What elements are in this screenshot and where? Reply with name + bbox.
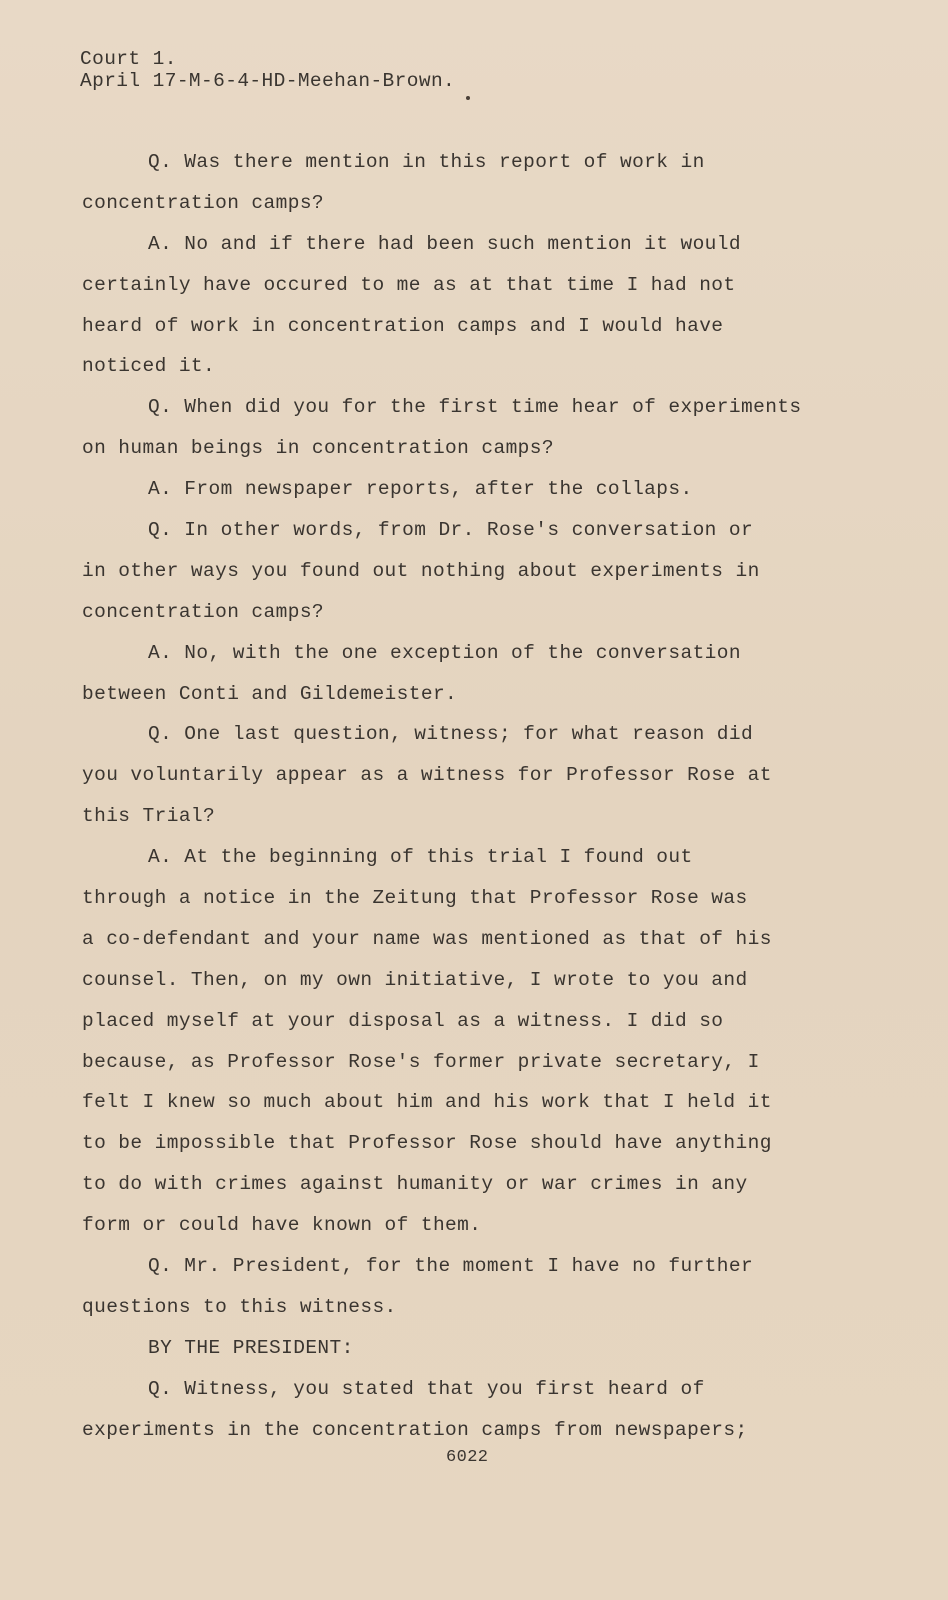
transcript-line: this Trial? — [82, 805, 216, 828]
transcript-line: experiments in the concentration camps from newspapers; — [82, 1418, 748, 1441]
transcript-line: Q. Witness, you stated that you first heard of — [148, 1377, 705, 1400]
transcript-line: to do with crimes against humanity or war crimes in any — [82, 1173, 748, 1196]
transcript-line: Q. When did you for the first time hear of experiments — [148, 396, 802, 419]
transcript-line: Q. One last question, witness; for what reason did — [148, 723, 754, 746]
transcript-line: heard of work in concentration camps and I would have — [82, 314, 724, 337]
transcript-line: A. No, with the one exception of the conversation — [148, 641, 741, 664]
transcript-line: concentration camps? — [82, 600, 325, 623]
transcript-line: on human beings in concentration camps? — [82, 437, 554, 460]
court-label: Court 1. — [80, 48, 177, 70]
transcript-line: Q. Mr. President, for the moment I have no further — [148, 1255, 754, 1278]
transcript-line: certainly have occured to me as at that time I had not — [82, 273, 736, 296]
transcript-line: a co-defendant and your name was mentioned as that of his — [82, 927, 772, 950]
transcript-line: A. At the beginning of this trial I found out — [148, 846, 693, 869]
transcript-line: questions to this witness. — [82, 1295, 397, 1318]
transcript-line: in other ways you found out nothing about experiments in — [82, 559, 760, 582]
transcript-line: felt I knew so much about him and his work that I held it — [82, 1091, 772, 1114]
transcript-line: noticed it. — [82, 355, 216, 378]
transcript-line: Q. Was there mention in this report of work in — [148, 151, 705, 173]
transcript-line: A. No and if there had been such mention it would — [148, 232, 741, 255]
transcript-line: through a notice in the Zeitung that Professor Rose was — [82, 887, 748, 910]
transcript-line: to be impossible that Professor Rose should have anything — [82, 1132, 772, 1155]
page-number: 6022 — [446, 1448, 489, 1467]
section-heading: BY THE PRESIDENT: — [148, 1336, 354, 1359]
transcript-line: counsel. Then, on my own initiative, I wrote to you and — [82, 968, 748, 991]
session-reference: April 17-M-6-4-HD-Meehan-Brown. — [80, 70, 456, 92]
transcript-line: form or could have known of them. — [82, 1214, 482, 1237]
transcript-line: because, as Professor Rose's former private secretary, I — [82, 1050, 760, 1073]
ink-dot — [466, 96, 470, 100]
document-header — [80, 48, 455, 92]
transcript-line: A. From newspaper reports, after the collaps. — [148, 478, 693, 501]
transcript-line: between Conti and Gildemeister. — [82, 682, 458, 705]
transcript-line: concentration camps? — [82, 191, 325, 214]
transcript-line: placed myself at your disposal as a witness. I did so — [82, 1009, 724, 1032]
transcript-body — [82, 142, 842, 1451]
transcript-line: Q. In other words, from Dr. Rose's conversation or — [148, 519, 754, 542]
transcript-line: you voluntarily appear as a witness for Professor Rose at — [82, 764, 772, 787]
